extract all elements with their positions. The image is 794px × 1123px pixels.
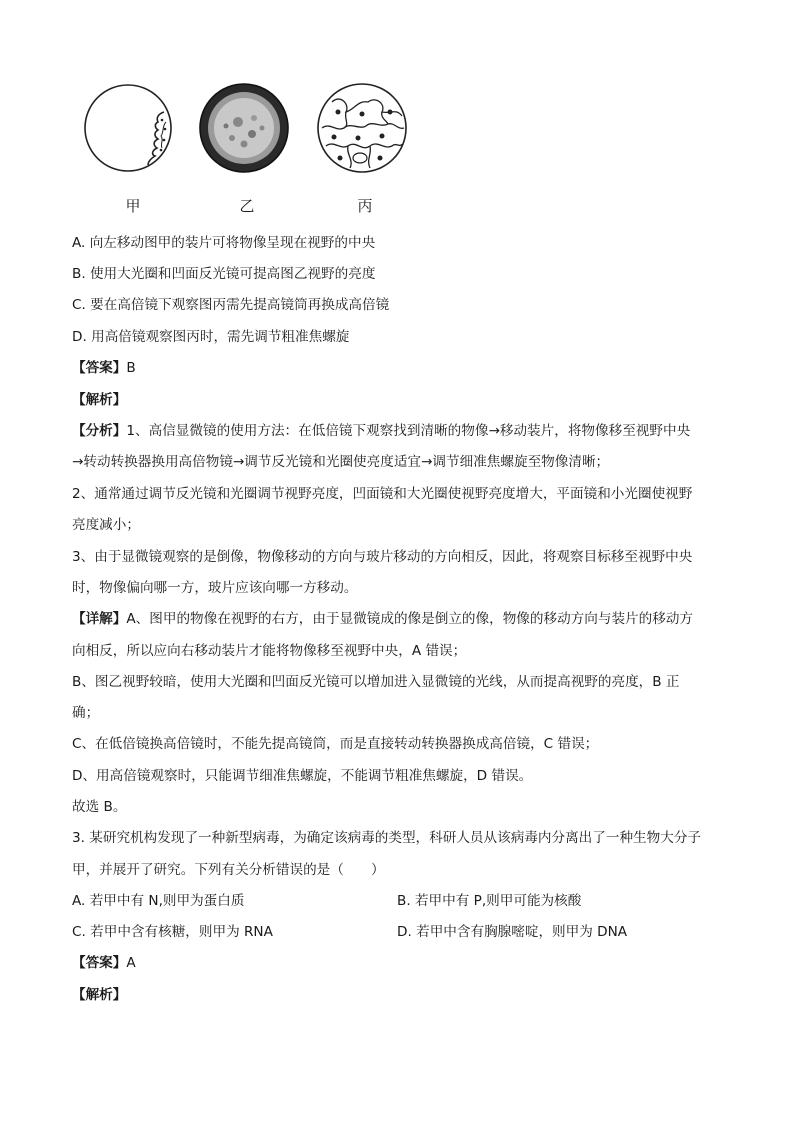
q2-xiangjie-tag: 【详解】 bbox=[72, 611, 127, 627]
figure-label-yi: 乙 bbox=[239, 197, 255, 215]
q3-answer bbox=[72, 953, 136, 973]
q2-detail-line-1 bbox=[72, 609, 693, 629]
q3-option-b: B. 若甲中有 P,则甲可能为核酸 bbox=[397, 893, 582, 909]
q2-detail-text-1: A、图甲的物像在视野的右方，由于显微镜成的像是倒立的像，物像的移动方向与装片的移动方 bbox=[126, 611, 694, 627]
q2-analysis-line-1 bbox=[72, 421, 690, 441]
q2-analysis-tag: 【解析】 bbox=[72, 392, 127, 408]
q2-analysis-line-4: 亮度减小； bbox=[72, 517, 140, 533]
q2-fenxi-tag: 【分析】 bbox=[72, 423, 127, 439]
q2-detail-line-2: 向相反，所以应向右移动装片才能将物像移至视野中央，A 错误； bbox=[72, 643, 467, 659]
q2-analysis-line-2: →转动转换器换用高倍物镜→调节反光镜和光圈使亮度适宜→调节细准焦螺旋至物像清晰； bbox=[72, 454, 610, 470]
q2-answer bbox=[72, 358, 136, 378]
figure-bing bbox=[310, 82, 420, 217]
q2-detail-line-4: 确； bbox=[72, 705, 100, 721]
figure-label-bing: 丙 bbox=[357, 197, 373, 215]
microscope-figures bbox=[70, 82, 430, 222]
q3-option-a: A. 若甲中有 N,则甲为蛋白质 bbox=[72, 893, 245, 909]
q2-analysis-line-6: 时，物像偏向哪一方，玻片应该向哪一方移动。 bbox=[72, 580, 358, 596]
figure-label-jia: 甲 bbox=[125, 197, 141, 215]
q2-option-c: C. 要在高倍镜下观察图丙需先提高镜筒再换成高倍镜 bbox=[72, 297, 390, 313]
q3-option-c: C. 若甲中含有核糖，则甲为 RNA bbox=[72, 924, 273, 940]
q2-option-a: A. 向左移动图甲的装片可将物像呈现在视野的中央 bbox=[72, 235, 376, 251]
q2-answer-value: B bbox=[126, 360, 136, 376]
figure-bing-image bbox=[310, 82, 414, 182]
q3-stem-line-2: 甲，并展开了研究。下列有关分析错误的是（ ） bbox=[72, 862, 385, 878]
q2-detail-line-3: B、图乙视野较暗，使用大光圈和凹面反光镜可以增加进入显微镜的光线，从而提高视野的亮度，B 正 bbox=[72, 674, 680, 690]
q2-option-b: B. 使用大光圈和凹面反光镜可提高图乙视野的亮度 bbox=[72, 266, 376, 282]
figure-jia-image bbox=[78, 82, 178, 182]
q2-fenxi-text-1: 1、高信显微镜的使用方法：在低倍镜下观察找到清晰的物像→移动装片，将物像移至视野中央 bbox=[126, 423, 691, 439]
q3-analysis-tag: 【解析】 bbox=[72, 987, 127, 1003]
q3-stem-line-1: 3. 某研究机构发现了一种新型病毒，为确定该病毒的类型，科研人员从该病毒内分离出了一种生物大分子 bbox=[72, 830, 702, 846]
q3-answer-value: A bbox=[126, 955, 136, 971]
q2-answer-tag: 【答案】 bbox=[72, 360, 127, 376]
q2-analysis-line-5: 3、由于显微镜观察的是倒像，物像移动的方向与玻片移动的方向相反，因此，将观察目标移至视野中央 bbox=[72, 549, 693, 565]
q3-option-d: D. 若甲中含有胸腺嘧啶，则甲为 DNA bbox=[397, 924, 628, 940]
figure-jia bbox=[78, 82, 188, 217]
q2-detail-line-6: D、用高倍镜观察时，只能调节细准焦螺旋，不能调节粗准焦螺旋，D 错误。 bbox=[72, 768, 533, 784]
q3-answer-tag: 【答案】 bbox=[72, 955, 127, 971]
q2-detail-line-7: 故选 B。 bbox=[72, 799, 127, 815]
q2-detail-line-5: C、在低倍镜换高倍镜时，不能先提高镜筒，而是直接转动转换器换成高倍镜，C 错误； bbox=[72, 736, 599, 752]
q2-option-d: D. 用高倍镜观察图丙时，需先调节粗准焦螺旋 bbox=[72, 329, 350, 345]
figure-yi bbox=[192, 82, 302, 217]
figure-yi-image bbox=[192, 82, 296, 182]
q2-analysis-line-3: 2、通常通过调节反光镜和光圈调节视野亮度，凹面镜和大光圈使视野亮度增大，平面镜和小光圈使视野 bbox=[72, 486, 693, 502]
